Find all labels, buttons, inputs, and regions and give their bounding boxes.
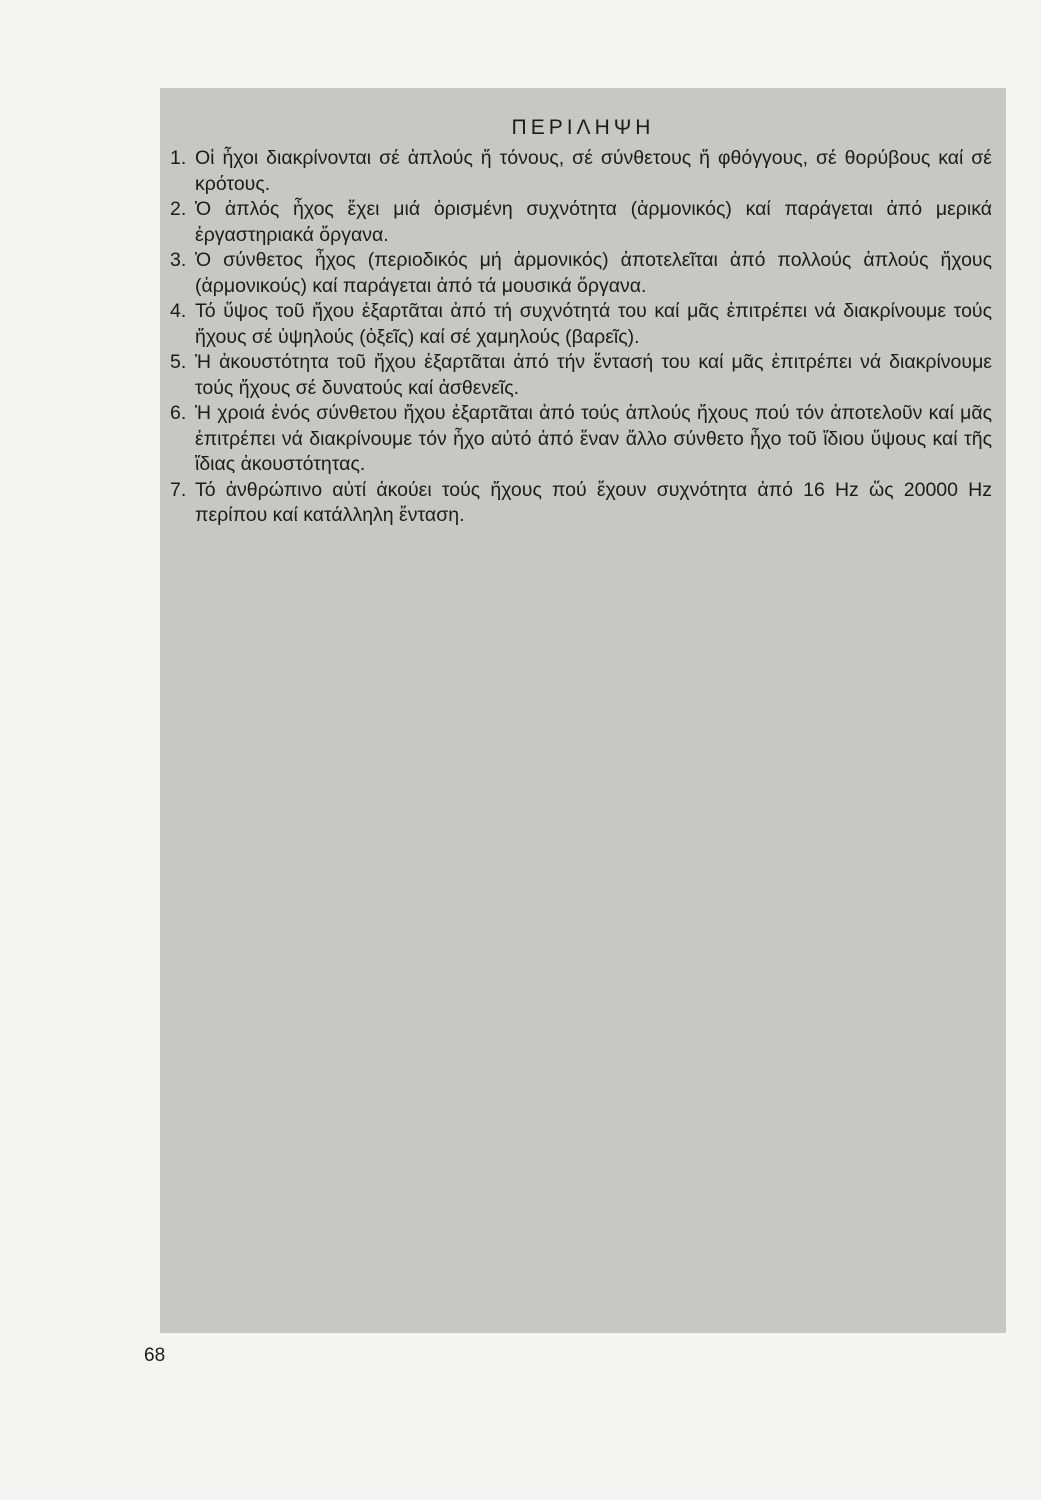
item-number: 1. — [170, 147, 187, 169]
summary-item — [170, 350, 992, 401]
summary-item — [170, 478, 992, 529]
item-text: Οἱ ἦχοι διακρίνονται σέ ἁπλούς ἤ τόνους, σέ σύνθετους ἤ φθόγγους, σέ θορύβους καί σέ κρότους. — [195, 147, 992, 195]
summary-title: ΠΕΡΙΛΗΨΗ — [511, 116, 655, 139]
page-number: 68 — [144, 1345, 166, 1366]
item-number: 4. — [170, 300, 187, 322]
item-text: Ὁ σύνθετος ἦχος (περιοδικός μή ἁρμονικός) ἀποτελεῖται ἀπό πολλούς ἁπλούς ἤχους (ἁρμονικούς) καί παράγεται ἀπό τά μουσικά ὄργανα. — [195, 249, 992, 297]
item-text: Τό ὕψος τοῦ ἤχου ἐξαρτᾶται ἀπό τή συχνότητά του καί μᾶς ἐπιτρέπει νά διακρίνουμε τούς ἤχους σέ ὑψηλούς (ὀξεῖς) καί σέ χαμηλούς (βαρεῖς). — [195, 300, 992, 348]
summary-item — [170, 248, 992, 299]
item-number: 5. — [170, 351, 187, 373]
item-number: 3. — [170, 249, 187, 271]
summary-item — [170, 197, 992, 248]
item-number: 6. — [170, 402, 187, 424]
item-text: Ἡ χροιά ἑνός σύνθετου ἤχου ἐξαρτᾶται ἀπό τούς ἁπλούς ἤχους πού τόν ἀποτελοῦν καί μᾶς ἐπιτρέπει νά διακρίνουμε τόν ἦχο αὐτό ἀπό ἕναν ἄλλο σύνθετο ἦχο τοῦ ἴδιου ὕψους καί τῆς ἴδιας ἀκουστότητας. — [195, 402, 992, 475]
summary-item — [170, 146, 992, 197]
item-number: 2. — [170, 198, 187, 220]
item-text: Ὁ ἁπλός ἦχος ἔχει μιά ὁρισμένη συχνότητα (ἁρμονικός) καί παράγεται ἀπό μερικά ἐργαστηριακά ὄργανα. — [195, 198, 992, 246]
summary-item — [170, 401, 992, 478]
item-number: 7. — [170, 478, 187, 501]
summary-list — [170, 146, 992, 529]
summary-item — [170, 299, 992, 350]
item-text: Τό ἀνθρώπινο αὐτί ἀκούει τούς ἤχους πού ἔχουν συχνότητα ἀπό 16 Hz ὥς 20000 Hz περίπου καί κατάλληλη ἔνταση. — [195, 478, 992, 526]
item-text: Ἡ ἀκουστότητα τοῦ ἤχου ἐξαρτᾶται ἀπό τήν ἔντασή του καί μᾶς ἐπιτρέπει νά διακρίνουμε τούς ἤχους σέ δυνατούς καί ἀσθενεῖς. — [195, 351, 992, 399]
